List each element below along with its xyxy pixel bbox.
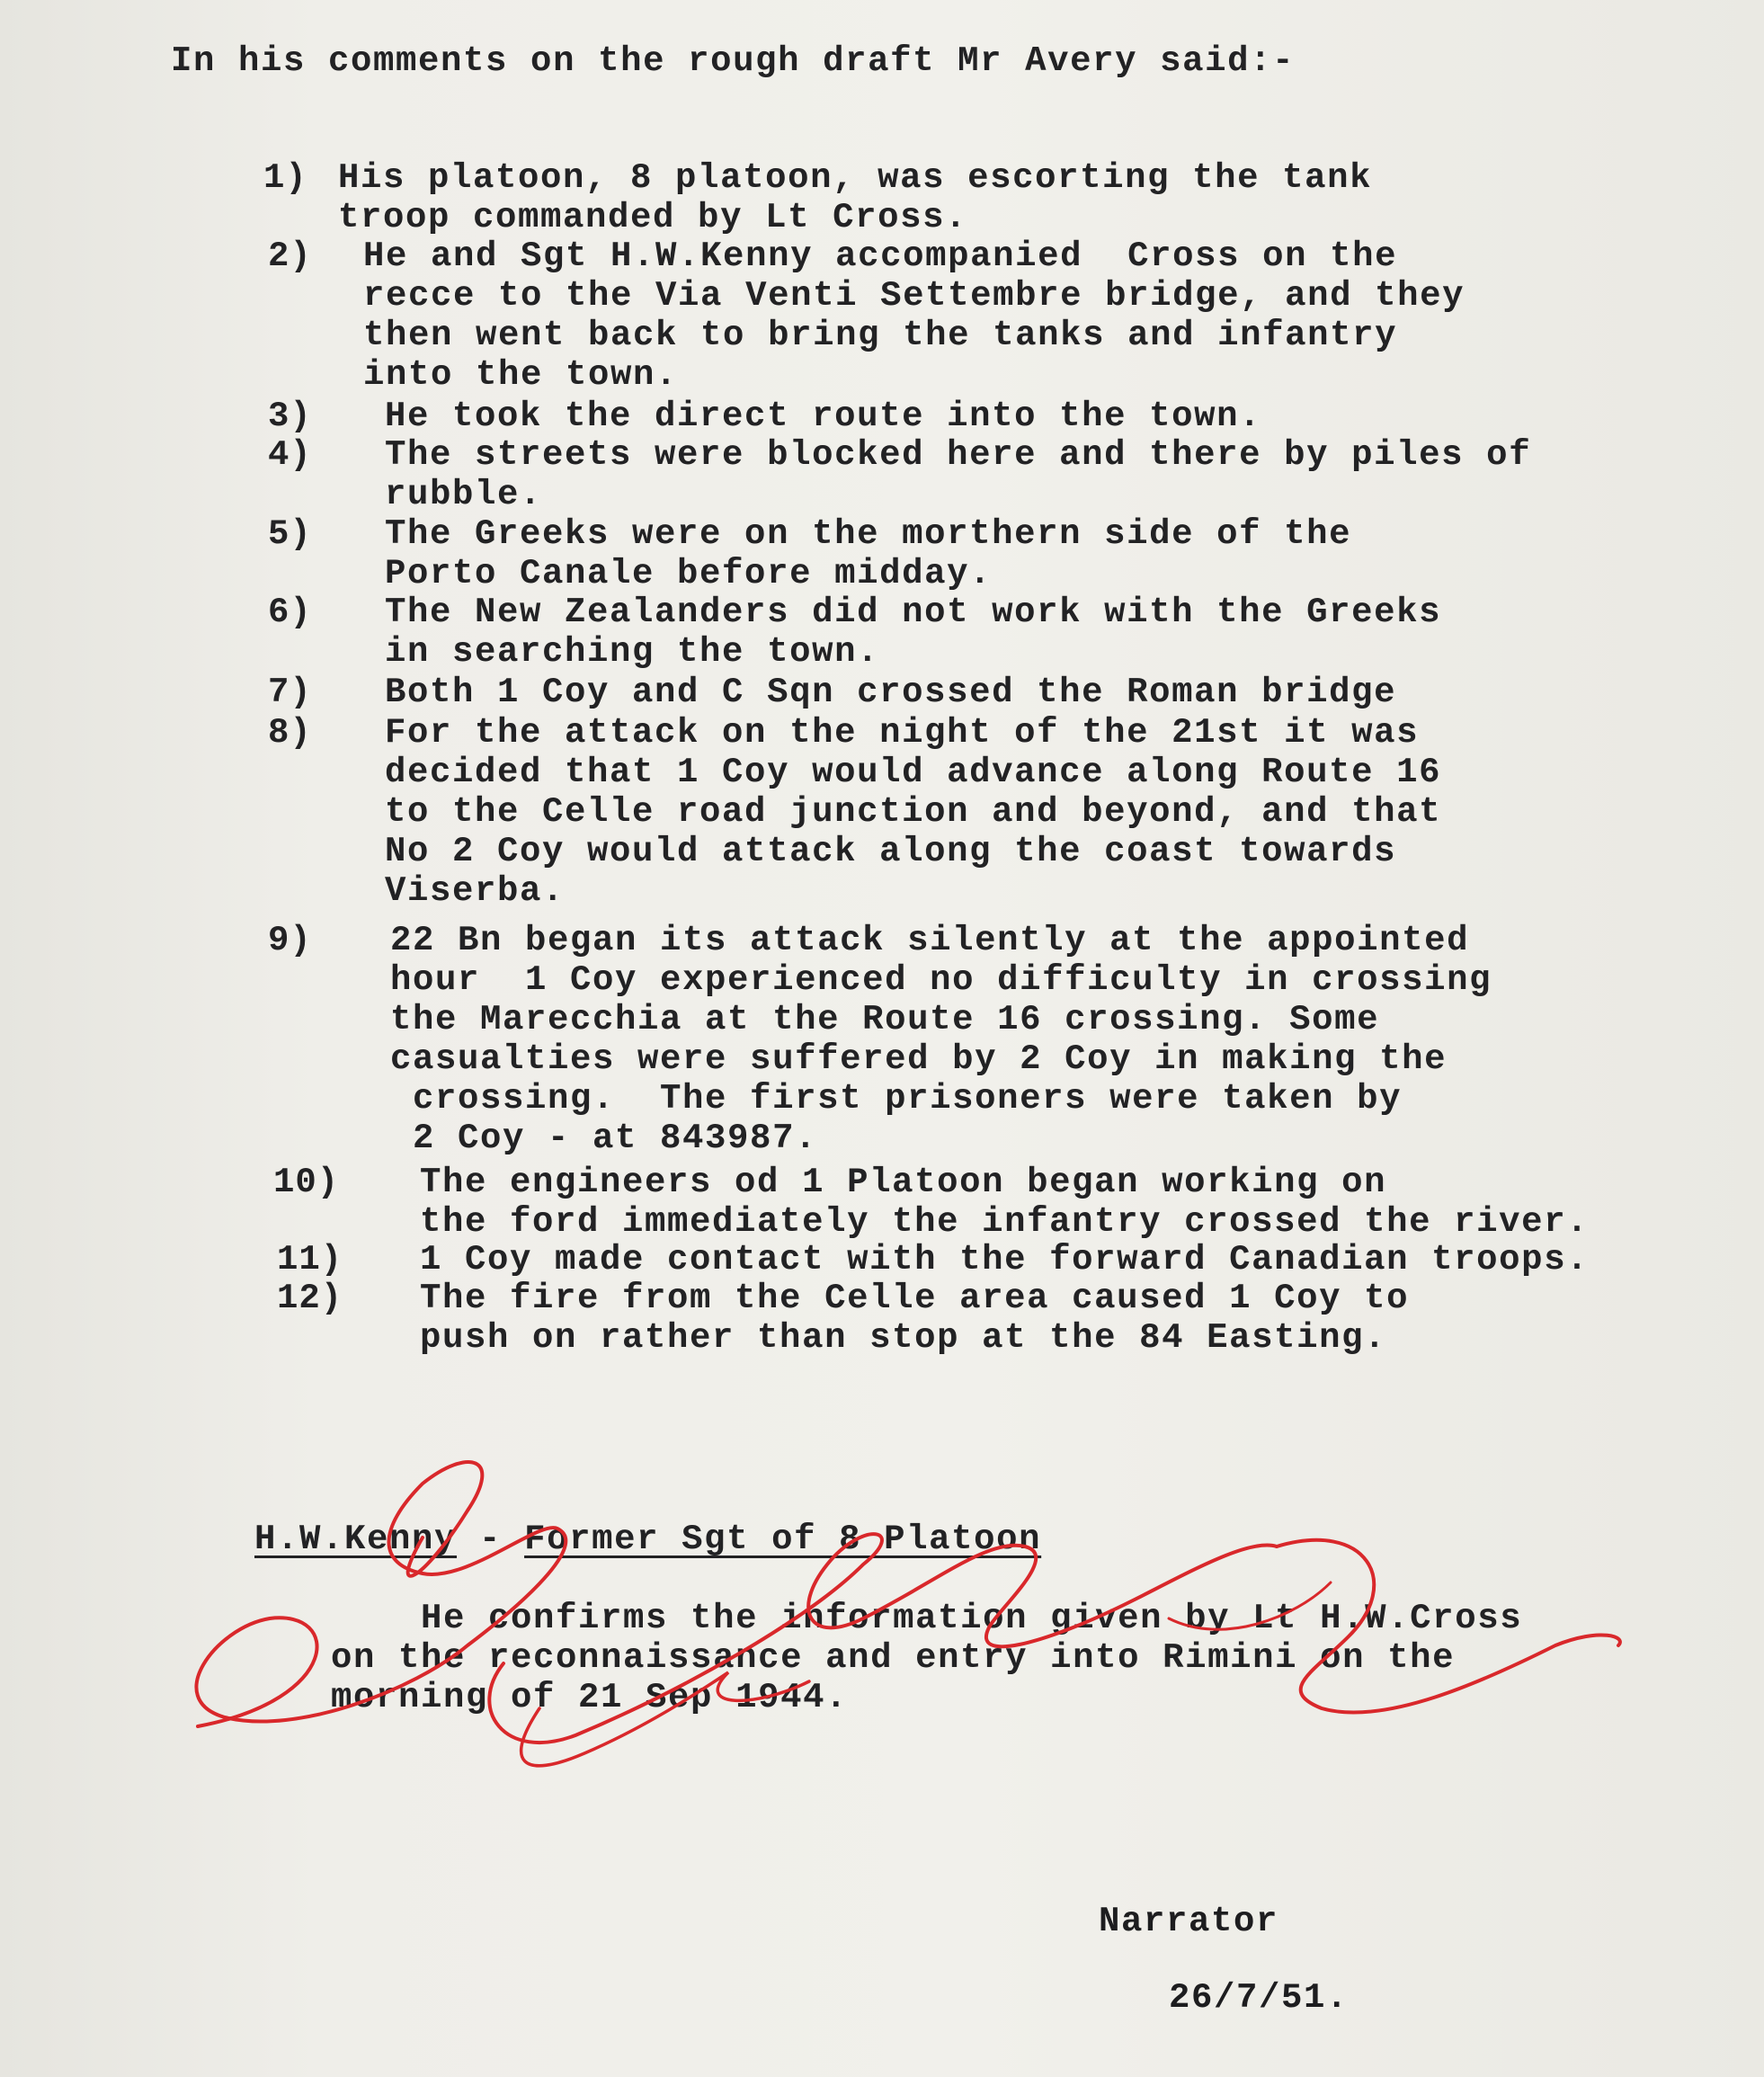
item-text-line: casualties were suffered by 2 Coy in making the [390, 1039, 1448, 1079]
item-text-line: Porto Canale before midday. [385, 554, 993, 593]
item-text-line: into the town. [363, 355, 679, 395]
item-number: 11) [277, 1240, 343, 1279]
item-number: 4) [268, 435, 312, 475]
item-text-line: The engineers od 1 Platoon began working on [420, 1163, 1387, 1202]
item-number: 5) [268, 514, 312, 554]
item-number: 12) [277, 1279, 343, 1318]
item-text-line: The Greeks were on the morthern side of the [385, 514, 1352, 554]
item-text-line: Viserba. [385, 871, 566, 911]
item-text-line: recce to the Via Venti Settembre bridge, and they [363, 276, 1466, 316]
intro-line: In his comments on the rough draft Mr Avery said:- [171, 41, 1296, 81]
item-number: 10) [273, 1163, 340, 1202]
item-text-line: No 2 Coy would attack along the coast towards [385, 832, 1397, 871]
item-number: 6) [268, 593, 312, 632]
item-text-line: The fire from the Celle area caused 1 Coy to [420, 1279, 1410, 1318]
item-number: 2) [268, 236, 312, 276]
kenny-title: Former Sgt of 8 Platoon [524, 1520, 1042, 1559]
item-text-line: He and Sgt H.W.Kenny accompanied Cross on the [363, 236, 1398, 276]
item-number: 7) [268, 673, 312, 712]
item-text-line: the ford immediately the infantry crossed the river. [420, 1202, 1590, 1242]
item-text-line: 2 Coy - at 843987. [390, 1119, 818, 1158]
item-text-line: then went back to bring the tanks and infantry [363, 316, 1398, 355]
kenny-body-line: He confirms the information given by Lt H.W.Cross [331, 1599, 1523, 1638]
document-date: 26/7/51. [1169, 1978, 1350, 2018]
item-text-line: His platoon, 8 platoon, was escorting the tank [338, 158, 1373, 198]
item-number: 3) [268, 397, 312, 436]
item-text-line: 1 Coy made contact with the forward Canadian troops. [420, 1240, 1590, 1279]
kenny-name: H.W.Kenny [254, 1520, 458, 1559]
item-text-line: Both 1 Coy and C Sqn crossed the Roman bridge [385, 673, 1397, 712]
kenny-body-line: on the reconnaissance and entry into Rimini on the [331, 1638, 1456, 1678]
kenny-separator: - [457, 1520, 525, 1559]
kenny-body-line: morning of 21 Sep 1944. [331, 1678, 849, 1717]
kenny-heading [254, 1520, 1041, 1559]
item-text-line: rubble. [385, 475, 543, 514]
item-text-line: push on rather than stop at the 84 Easting. [420, 1318, 1387, 1358]
item-text-line: 22 Bn began its attack silently at the appointed [390, 921, 1470, 960]
item-text-line: to the Celle road junction and beyond, and that [385, 792, 1442, 832]
item-text-line: For the attack on the night of the 21st it was [385, 713, 1420, 753]
item-text-line: He took the direct route into the town. [385, 397, 1262, 436]
item-text-line: hour 1 Coy experienced no difficulty in crossing [390, 960, 1492, 1000]
narrator-label: Narrator [1099, 1902, 1279, 1941]
item-text-line: crossing. The first prisoners were taken by [390, 1079, 1403, 1119]
item-number: 8) [268, 713, 312, 753]
item-number: 9) [268, 921, 312, 960]
item-text-line: in searching the town. [385, 632, 880, 672]
item-text-line: The streets were blocked here and there by piles of [385, 435, 1532, 475]
item-text-line: The New Zealanders did not work with the Greeks [385, 593, 1442, 632]
item-number: 1) [263, 158, 307, 198]
item-text-line: troop commanded by Lt Cross. [338, 198, 968, 237]
item-text-line: the Marecchia at the Route 16 crossing. Some [390, 1000, 1380, 1039]
item-text-line: decided that 1 Coy would advance along Route 16 [385, 753, 1442, 792]
